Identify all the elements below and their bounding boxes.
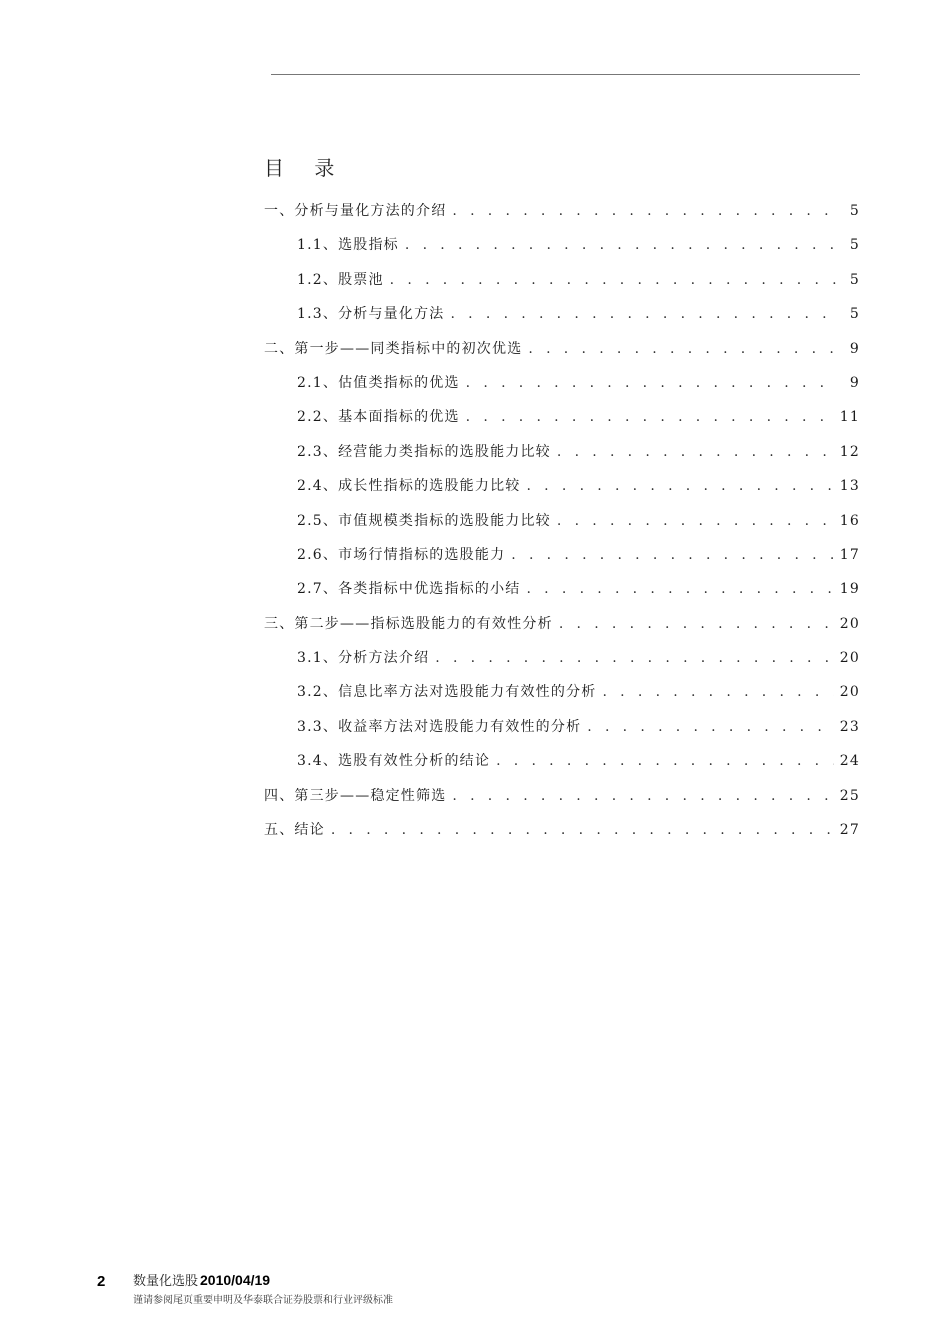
toc-entry-text: 2.6、市场行情指标的选股能力 — [297, 546, 506, 563]
toc-dot-leader — [452, 788, 833, 804]
toc-entry-text: 1.3、分析与量化方法 — [297, 306, 445, 323]
toc-entry-text: 3.2、信息比率方法对选股能力有效性的分析 — [297, 684, 597, 701]
toc-entry-page-number: 20 — [839, 650, 860, 667]
toc-entry-page-number: 19 — [839, 581, 860, 598]
toc-entry-page-number: 5 — [849, 271, 860, 288]
toc-entry-text: 2.1、估值类指标的优选 — [297, 374, 460, 391]
toc-entry-page-number: 9 — [849, 340, 860, 357]
toc-entry[interactable] — [264, 510, 860, 544]
toc-entry-page-number: 11 — [839, 409, 860, 426]
toc-dot-leader — [511, 547, 834, 563]
toc-dot-leader — [450, 306, 838, 322]
toc-entry-page-number: 13 — [839, 478, 860, 495]
table-of-contents — [264, 200, 860, 853]
toc-entry-page-number: 20 — [839, 615, 860, 632]
toc-entry[interactable] — [264, 647, 860, 681]
toc-entry-text: 2.2、基本面指标的优选 — [297, 409, 460, 426]
toc-entry-text: 一、分析与量化方法的介绍 — [264, 203, 447, 219]
toc-entry-page-number: 12 — [839, 443, 860, 460]
toc-entry-text: 2.3、经营能力类指标的选股能力比较 — [297, 443, 551, 460]
toc-entry-text: 1.2、股票池 — [297, 271, 384, 288]
toc-entry-text: 三、第二步——指标选股能力的有效性分析 — [264, 615, 553, 632]
toc-entry[interactable] — [264, 269, 860, 303]
toc-entry[interactable] — [264, 475, 860, 509]
toc-entry-text: 3.4、选股有效性分析的结论 — [297, 753, 491, 770]
toc-entry-page-number: 27 — [839, 822, 860, 839]
toc-entry[interactable] — [264, 785, 860, 819]
toc-dot-leader — [557, 444, 834, 460]
toc-dot-leader — [390, 272, 838, 288]
toc-dot-leader — [466, 375, 838, 391]
toc-dot-leader — [557, 513, 834, 529]
toc-entry-page-number: 9 — [849, 374, 860, 391]
toc-dot-leader — [435, 650, 834, 666]
toc-dot-leader — [466, 409, 834, 425]
toc-entry-text: 2.7、各类指标中优选指标的小结 — [297, 581, 521, 598]
toc-entry-text: 五、结论 — [264, 822, 325, 839]
toc-entry-page-number: 5 — [849, 237, 860, 254]
toc-dot-leader — [496, 753, 834, 769]
toc-entry[interactable] — [264, 303, 860, 337]
toc-entry[interactable] — [264, 578, 860, 612]
toc-dot-leader — [602, 684, 833, 700]
toc-entry-page-number: 20 — [839, 684, 860, 701]
toc-entry-page-number: 17 — [839, 546, 860, 563]
toc-entry-page-number: 23 — [839, 718, 860, 735]
footer-date: 2010/04/19 — [200, 1272, 271, 1288]
toc-entry[interactable] — [264, 716, 860, 750]
toc-entry[interactable] — [264, 406, 860, 440]
footer-report-title — [133, 1270, 270, 1289]
toc-entry-text: 3.3、收益率方法对选股能力有效性的分析 — [297, 718, 582, 735]
toc-dot-leader — [331, 822, 834, 838]
toc-entry-text: 四、第三步——稳定性筛选 — [264, 787, 447, 804]
toc-entry[interactable] — [264, 544, 860, 578]
toc-dot-leader — [526, 581, 833, 597]
toc-entry[interactable] — [264, 750, 860, 784]
toc-entry-text: 1.1、选股指标 — [297, 237, 399, 254]
toc-dot-leader — [587, 719, 834, 735]
footer-report-name: 数量化选股 — [133, 1274, 199, 1289]
toc-entry-page-number: 24 — [839, 753, 860, 770]
toc-entry-page-number: 16 — [839, 512, 860, 529]
toc-entry[interactable] — [264, 372, 860, 406]
toc-title: 目 录 — [264, 156, 347, 180]
toc-entry-page-number: 5 — [849, 203, 860, 219]
toc-entry[interactable] — [264, 681, 860, 715]
toc-entry[interactable] — [264, 234, 860, 268]
toc-entry[interactable] — [264, 200, 860, 234]
toc-entry[interactable] — [264, 613, 860, 647]
toc-dot-leader — [452, 203, 838, 219]
toc-dot-leader — [405, 237, 838, 253]
toc-dot-leader — [559, 616, 834, 632]
toc-entry-page-number: 25 — [839, 787, 860, 804]
page-number: 2 — [97, 1273, 106, 1290]
toc-entry-page-number: 5 — [849, 306, 860, 323]
toc-entry-text: 二、第一步——同类指标中的初次优选 — [264, 340, 523, 357]
toc-dot-leader — [526, 478, 833, 494]
toc-entry-text: 3.1、分析方法介绍 — [297, 650, 430, 667]
header-rule — [271, 74, 860, 75]
toc-entry[interactable] — [264, 441, 860, 475]
toc-entry-text: 2.4、成长性指标的选股能力比较 — [297, 478, 521, 495]
toc-entry[interactable] — [264, 338, 860, 372]
toc-dot-leader — [528, 341, 838, 357]
toc-entry[interactable] — [264, 819, 860, 853]
toc-entry-text: 2.5、市值规模类指标的选股能力比较 — [297, 512, 551, 529]
footer-disclaimer: 谨请参阅尾页重要申明及华泰联合证券股票和行业评级标准 — [133, 1295, 393, 1306]
